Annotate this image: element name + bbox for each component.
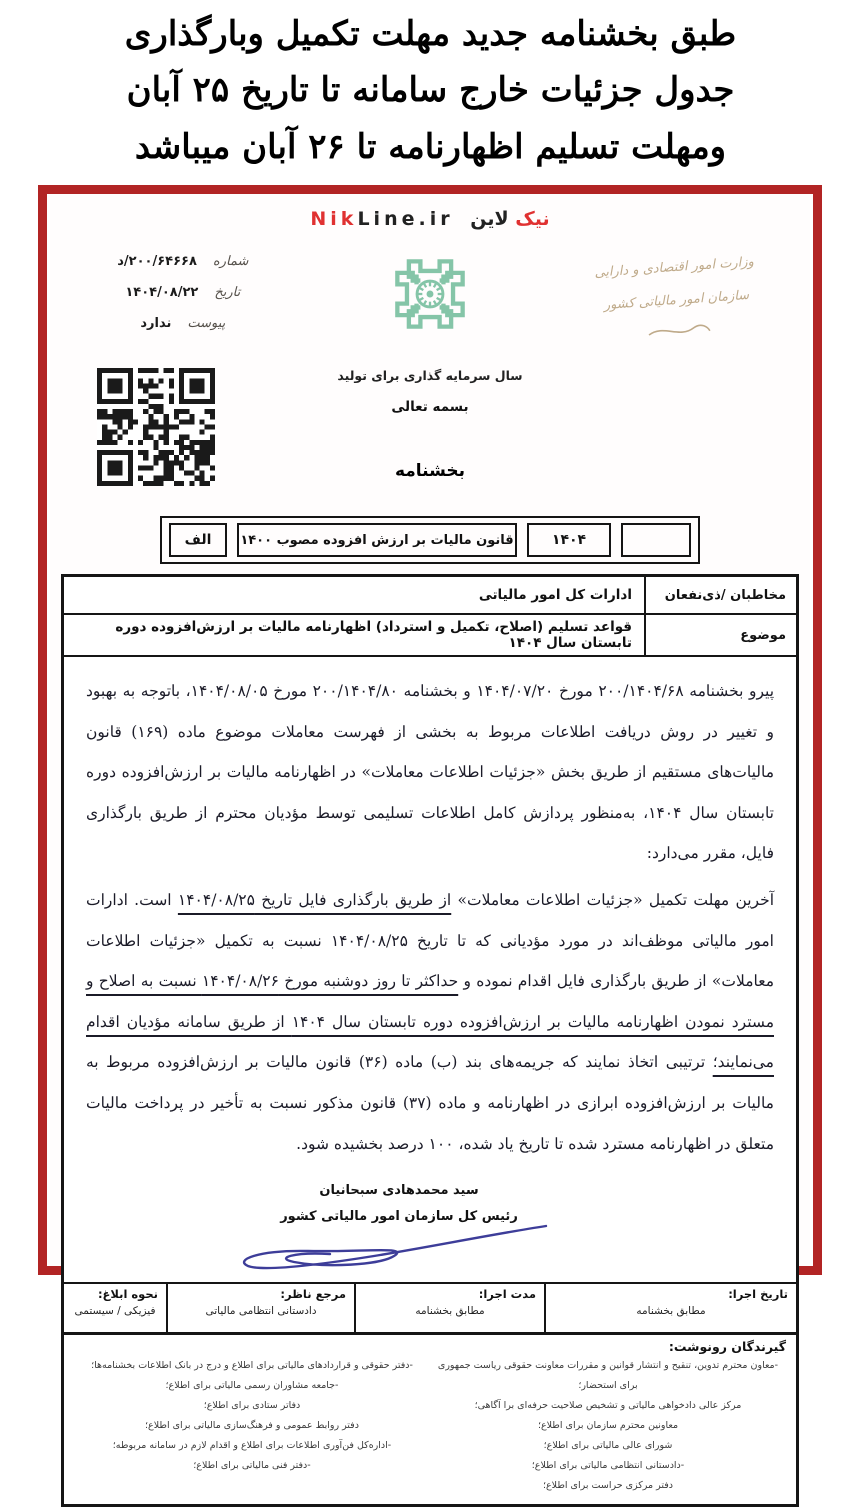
brand-fa-red: نیک: [515, 208, 550, 230]
document-type-title: بخشنامه: [394, 461, 466, 481]
date-label: تاریخ: [214, 285, 241, 300]
cc-left-column: [74, 1356, 430, 1496]
supervising-authority-cell: مرجع ناظر: دادستانی انتظامی مالیاتی: [166, 1284, 354, 1332]
body-paragraph-1: پیرو بخشنامه ۲۰۰/۱۴۰۴/۶۸ مورخ ۱۴۰۴/۰۷/۲۰ و بخشنامه ۲۰۰/۱۴۰۴/۸۰ مورخ ۱۴۰۴/۰۸/۰۵، باتوجه به بهبود و تغییر در روش دریافت اطلاعات مربوط به بخشی از فهرست معاملات موضوع ماده (۱۶۹) قانون مالیات‌های مستقیم از طریق بخش «جزئیات اطلاعات معاملات» در اظهارنامه مالیات بر ارزش‌افزوده دوره تابستان سال ۱۴۰۴، به‌منظور پردازش کامل اطلاعات تسلیمی توسط مؤدیان محترم از طریق بارگذاری فایل، مقرر می‌دارد:: [86, 682, 775, 863]
subject-value: قواعد تسلیم (اصلاح، تکمیل و استرداد) اظهارنامه مالیات بر ارزش‌افزوده دوره تابستان سال ۱۴۰۴: [115, 619, 632, 651]
cc-title: گیرندگان رونوشت:: [668, 1339, 786, 1355]
signer-title: رئیس کل سازمان امور مالیاتی کشور: [280, 1209, 518, 1225]
audience-label: مخاطبان /ذی‌نفعان: [644, 577, 796, 613]
classification-letter: الف: [169, 523, 227, 557]
ministry-line-2: سازمان امور مالیاتی کشور: [603, 287, 751, 313]
classification-law: قانون مالیات بر ارزش افزوده مصوب ۱۴۰۰: [237, 523, 517, 557]
cc-item: دفتر روابط عمومی و فرهنگ‌سازی مالیاتی برای اطلاع؛: [145, 1420, 359, 1432]
classification-box: [160, 516, 700, 564]
number-value: ۲۰۰/۶۴۶۶۸/د: [117, 254, 197, 269]
audience-value: ادارات کل امور مالیاتی: [478, 587, 632, 603]
subject-label: موضوع: [644, 615, 796, 655]
ministry-line-1: وزارت امور اقتصادی و دارایی: [594, 254, 755, 281]
headline-line-3: ومهلت تسلیم اظهارنامه تا ۲۶ آبان میباشد: [134, 126, 727, 167]
notification-method-cell: نحوه ابلاغ: فیزیکی / سیستمی: [74, 1287, 158, 1318]
attachment-value: ندارد: [140, 316, 172, 331]
classification-empty-cell: [621, 523, 691, 557]
document-meta: [61, 244, 305, 366]
deadline-upload-underline: از طریق بارگذاری فایل تاریخ ۱۴۰۴/۰۸/۲۵: [177, 891, 452, 910]
attachment-label: پیوست: [187, 316, 226, 331]
cc-right-column: [430, 1356, 786, 1496]
headline-banner: [0, 0, 861, 175]
cc-item: -جامعه مشاوران رسمی مالیاتی برای اطلاع؛: [165, 1380, 339, 1392]
cc-recipients: [64, 1332, 796, 1504]
headline-line-1: طبق بخشنامه جدید مهلت تکمیل وبارگذاری: [124, 14, 737, 54]
circular-body: [64, 657, 796, 1284]
execution-info-row: [64, 1284, 796, 1332]
center-titles: [241, 368, 619, 500]
cc-item: -دادستانی انتظامی مالیاتی برای اطلاع؛: [531, 1460, 685, 1471]
brand-url: NikLine.ir: [310, 208, 454, 230]
cc-item: معاونین محترم سازمان برای اطلاع؛: [537, 1420, 679, 1432]
brand-watermark: [61, 208, 799, 230]
meta-number-row: [61, 254, 305, 269]
brand-fa-black: لاین: [470, 208, 509, 230]
cc-item: دفاتر ستادی برای اطلاع؛: [203, 1400, 301, 1412]
ministry-letterhead: [552, 236, 803, 375]
cc-item: -معاون محترم تدوین، تنقیح و انتشار قوانین و مقررات معاونت حقوقی ریاست جمهوری برای استحضار؛: [437, 1360, 779, 1392]
cc-item: شورای عالی مالیاتی برای اطلاع؛: [543, 1440, 673, 1452]
cc-item: دفتر مرکزی حراست برای اطلاع؛: [542, 1479, 674, 1491]
circular-table: [61, 574, 799, 1507]
emblem-box: [305, 244, 556, 366]
cc-item: -اداره‌کل فن‌آوری اطلاعات برای اطلاع و اقدام لازم در سامانه مربوطه؛: [112, 1440, 392, 1452]
cc-item: -دفتر فنی مالیاتی برای اطلاع؛: [193, 1460, 311, 1471]
qr-code: [97, 368, 215, 486]
meta-date-row: [61, 285, 305, 300]
year-slogan: سال سرمایه گذاری برای تولید: [337, 368, 523, 383]
tax-organization-emblem-icon: [382, 246, 478, 342]
number-label: شماره: [212, 254, 249, 269]
document-frame: [38, 185, 822, 1491]
signature-block: [274, 1178, 524, 1274]
bismillah: بسمه تعالی: [391, 399, 469, 415]
signer-name: سید محمدهادی سبحانیان: [319, 1183, 479, 1199]
cc-item: مرکز عالی دادخواهی مالیاتی و تشخیص صلاحیت حرفه‌ای برا آگاهی؛: [474, 1400, 742, 1412]
qr-title-row: [61, 368, 799, 500]
qr-column: [61, 368, 241, 500]
classification-year: ۱۴۰۴: [527, 523, 611, 557]
letterhead-flourish: [643, 317, 714, 344]
execution-duration-cell: مدت اجرا: مطابق بخشنامه: [354, 1284, 544, 1332]
headline-line-2: جدول جزئیات خارج سامانه تا تاریخ ۲۵ آبان: [126, 70, 735, 111]
subject-row: [64, 615, 796, 657]
deadline-return-underline: حداکثر تا روز دوشنبه مورخ ۱۴۰۴/۰۸/۲۶ نسبت به اصلاح و مسترد نمودن اظهارنامه مالیات بر ارزش‌افزوده دوره تابستان سال ۱۴۰۴ از طریق سامانه مؤدیان اقدام می‌نمایند؛: [86, 972, 774, 1072]
cc-item: -دفتر حقوقی و قراردادهای مالیاتی برای اطلاع و درج در بانک اطلاعات بخشنامه‌ها؛: [91, 1360, 413, 1372]
audience-row: [64, 577, 796, 615]
letterhead-row: [61, 244, 799, 366]
body-paragraph-2: آخرین مهلت تکمیل «جزئیات اطلاعات معاملات» از طریق بارگذاری فایل تاریخ ۱۴۰۴/۰۸/۲۵ است. ادارات امور مالیاتی موظف‌اند در مورد مؤدیانی که تا تاریخ ۱۴۰۴/۰۸/۲۵ نسبت به تکمیل «جزئیات اطلاعات معاملات» از طریق بارگذاری فایل اقدام نموده و حداکثر تا روز دوشنبه مورخ ۱۴۰۴/۰۸/۲۶ نسبت به اصلاح و مسترد نمودن اظهارنامه مالیات بر ارزش‌افزوده دوره تابستان سال ۱۴۰۴ از طریق سامانه مؤدیان اقدام می‌نمایند؛ ترتیبی اتخاذ نمایند که جریمه‌های بند (ب) ماده (۳۶) قانون مالیات بر ارزش‌افزوده مربوط به مالیات بر ارزش‌افزوده ابرازی در اظهارنامه و ماده (۳۷) قانون مذکور نسبت به تأخیر در پرداخت مالیات متعلق در اظهارنامه مسترد شده تا تاریخ یاد شده، ۱۰۰ درصد بخشیده شود.: [86, 891, 774, 1153]
meta-attachment-row: [61, 316, 305, 331]
date-value: ۱۴۰۴/۰۸/۲۲: [125, 285, 199, 300]
execution-date-cell: تاریخ اجرا: مطابق بخشنامه: [544, 1284, 796, 1332]
